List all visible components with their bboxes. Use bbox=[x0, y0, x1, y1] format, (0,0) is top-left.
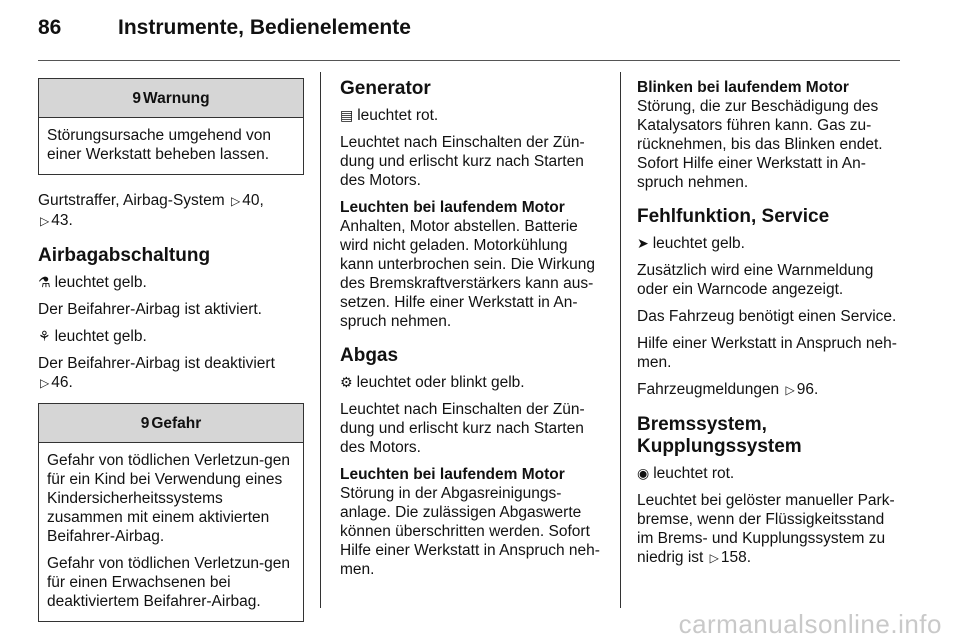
generator-line: ▤ leuchtet rot. bbox=[340, 107, 439, 124]
brake-icon: ◉ bbox=[637, 465, 650, 481]
danger-box-text-2: Gefahr von tödlichen Verletzun-gen für einen Erwachsenen bei deaktiviertem Beifahrer-Airbag. bbox=[47, 555, 290, 610]
page-header bbox=[38, 14, 918, 44]
danger-box-body bbox=[39, 443, 303, 621]
warning-box-body bbox=[39, 118, 303, 174]
airbag-on-desc: Der Beifahrer-Airbag ist aktiviert. bbox=[38, 301, 262, 318]
generator-desc: Leuchtet nach Einschalten der Zün-dung und erlischt kurz nach Starten des Motors. bbox=[340, 134, 585, 189]
airbag-on-icon: ⚗ bbox=[38, 274, 51, 290]
section-heading-airbagabschaltung: Airbagabschaltung bbox=[38, 245, 211, 266]
column-middle bbox=[340, 78, 604, 587]
warning-box-text: Störungsursache umgehend von einer Werkstatt beheben lassen. bbox=[47, 127, 272, 163]
warning-box-title: Warnung bbox=[143, 89, 210, 107]
danger-triangle-icon: 9 bbox=[140, 414, 150, 432]
danger-box-header bbox=[39, 404, 303, 443]
cross-reference: Gurtstraffer, Airbag-System ▷ 40, ▷ 43. bbox=[38, 192, 264, 229]
airbag-off-icon: ⚘ bbox=[38, 328, 51, 344]
watermark: carmanualsonline.info bbox=[678, 609, 942, 639]
subheading-abgas-running: Leuchten bei laufendem Motor bbox=[340, 466, 565, 483]
brake-desc: Leuchtet bei gelöster manueller Park-bremse, wenn der Flüssigkeitsstand im Brems- und Kupplungssystem zu niedrig ist ▷ 158. bbox=[637, 492, 895, 566]
blinking-text: Störung, die zur Beschädigung des Katalysators führen kann. Gas zu-rücknehmen, bis das Blinken endet. Sofort Hilfe einer Werkstatt in An-spruch nehmen. bbox=[637, 98, 883, 191]
header-rule bbox=[38, 60, 900, 61]
page-ref-icon: ▷ bbox=[785, 383, 795, 397]
page-ref-icon: ▷ bbox=[40, 376, 50, 390]
subheading-generator-running: Leuchten bei laufendem Motor bbox=[340, 199, 565, 216]
abgas-line: ⚙ leuchtet oder blinkt gelb. bbox=[340, 374, 525, 391]
service-text-2: Das Fahrzeug benötigt einen Service. bbox=[637, 308, 897, 325]
service-ref: Fahrzeugmeldungen ▷ 96. bbox=[637, 381, 819, 398]
danger-box bbox=[38, 403, 304, 622]
abgas-running-text: Störung in der Abgasreinigungs-anlage. Die zulässigen Abgaswerte können überschritten werden. Sofort Hilfe einer Werkstatt in Anspruch neh-men. bbox=[340, 485, 600, 578]
warning-box-header bbox=[39, 79, 303, 118]
service-text-3: Hilfe einer Werkstatt in Anspruch neh-men. bbox=[637, 335, 897, 371]
danger-box-text-1: Gefahr von tödlichen Verletzun-gen für ein Kind bei Verwendung eines Kindersicherheitssystems zusammen mit einem aktivierten Beifahrer-Airbag. bbox=[47, 452, 290, 545]
service-text-1: Zusätzlich wird eine Warnmeldung oder ein Warncode angezeigt. bbox=[637, 262, 874, 298]
section-heading-generator: Generator bbox=[340, 78, 431, 99]
page-ref-icon: ▷ bbox=[230, 194, 241, 208]
page-number: 86 bbox=[38, 16, 62, 39]
generator-running-text: Anhalten, Motor abstellen. Batterie wird nicht geladen. Motorkühlung kann unterbrochen sein. Die Wirkung des Bremskraftverstärkers kann aus-setzen. Hilfe einer Werkstatt in An-spruch nehmen. bbox=[340, 218, 596, 330]
engine-icon: ⚙ bbox=[340, 374, 353, 390]
page-title: Instrumente, Bedienelemente bbox=[118, 16, 411, 39]
service-car-icon: ➤ bbox=[637, 235, 649, 251]
section-heading-service: Fehlfunktion, Service bbox=[637, 206, 830, 227]
danger-box-title: Gefahr bbox=[151, 414, 202, 432]
page-ref-icon: ▷ bbox=[40, 214, 50, 228]
airbag-off-line: ⚘ leuchtet gelb. bbox=[38, 328, 147, 345]
section-heading-brake: Bremssystem, Kupplungssystem bbox=[637, 414, 802, 457]
column-left bbox=[38, 78, 304, 638]
abgas-desc: Leuchtet nach Einschalten der Zün-dung und erlischt kurz nach Starten des Motors. bbox=[340, 401, 585, 456]
subheading-blinking: Blinken bei laufendem Motor bbox=[637, 79, 849, 96]
airbag-off-desc: Der Beifahrer-Airbag ist deaktiviert ▷ 46. bbox=[38, 355, 275, 391]
brake-line: ◉ leuchtet rot. bbox=[637, 465, 735, 482]
warning-box bbox=[38, 78, 304, 175]
battery-icon: ▤ bbox=[340, 107, 354, 123]
section-heading-abgas: Abgas bbox=[340, 345, 399, 366]
column-divider bbox=[320, 72, 321, 608]
page-ref-icon: ▷ bbox=[709, 551, 719, 565]
service-line: ➤ leuchtet gelb. bbox=[637, 235, 745, 252]
warning-triangle-icon: 9 bbox=[132, 89, 142, 107]
column-divider bbox=[620, 72, 621, 608]
airbag-on-line: ⚗ leuchtet gelb. bbox=[38, 274, 147, 291]
column-right bbox=[637, 78, 903, 576]
